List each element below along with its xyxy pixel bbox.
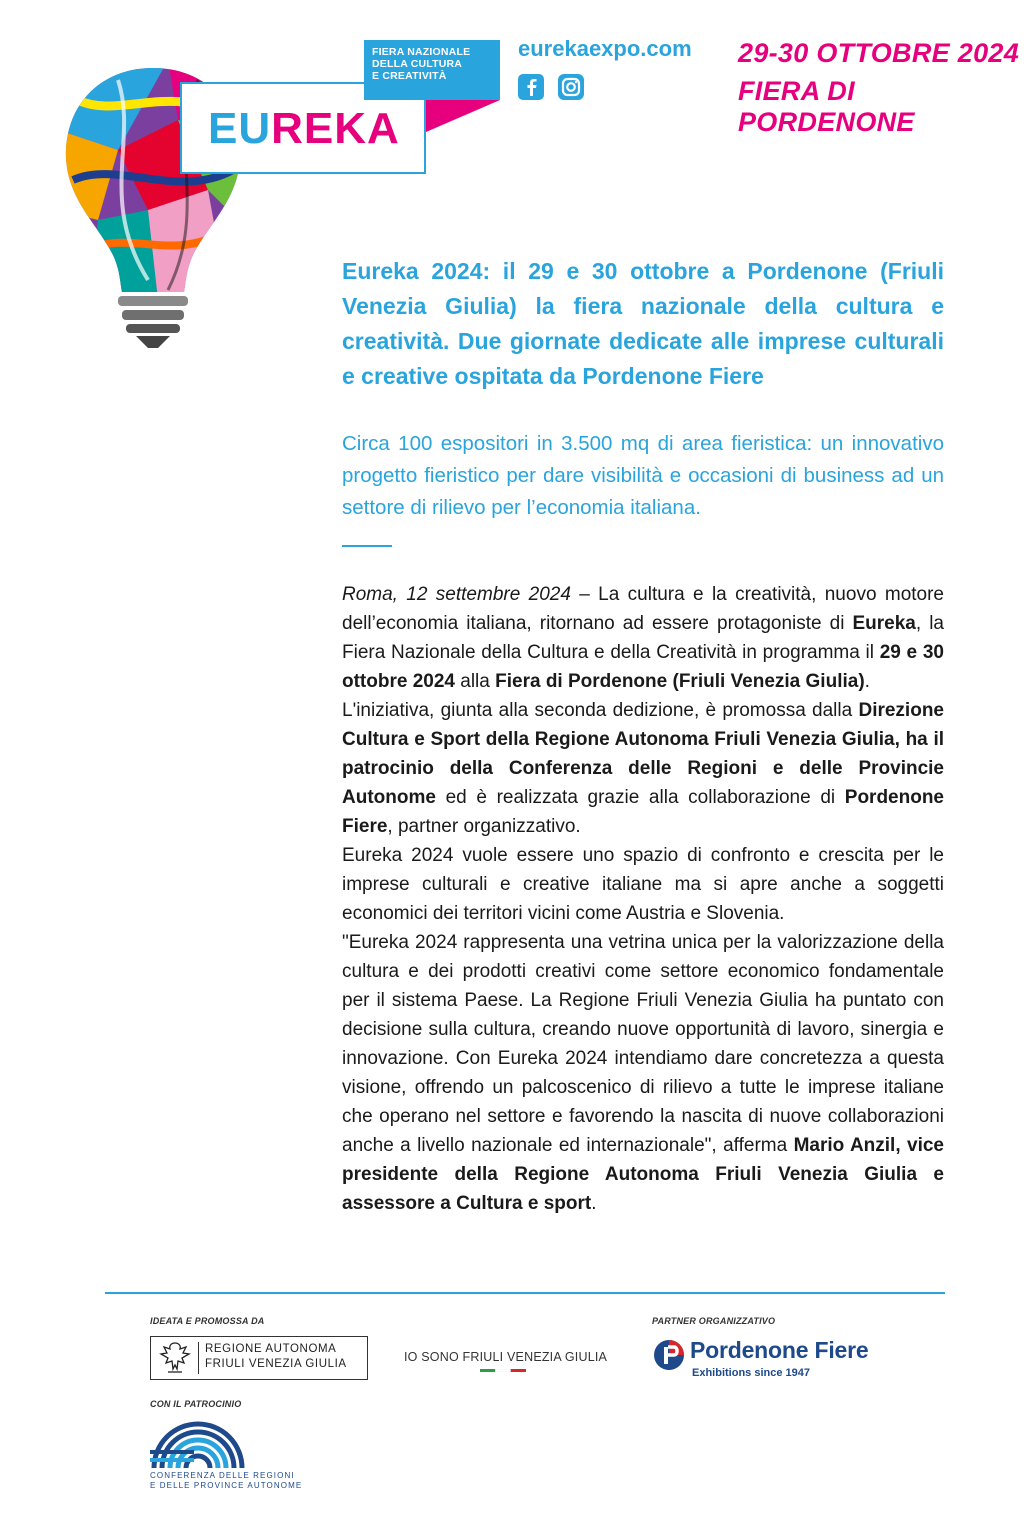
text-run: ed è realizzata grazie alla collaborazione di [435, 787, 845, 808]
text-run: L'iniziativa, giunta alla seconda dedizione, è promossa dalla [342, 700, 859, 721]
text-run: – La cultura e la creatività, nuovo motore dell’economia italiana, ritornano ad essere protagoniste di [342, 584, 944, 634]
text-run: alla [454, 671, 496, 692]
logo-tagline [364, 40, 500, 100]
paragraph [342, 696, 944, 841]
subheadline: Circa 100 espositori in 3.500 mq di area fieristica: un innovativo progetto fieristico per dare visibilità e occasioni di business ad un settore di rilievo per l’economia italiana. [342, 432, 944, 519]
patronage-label: CON IL PATROCINIO [150, 1399, 242, 1409]
logo-tag-line: E CREATIVITÀ [372, 70, 447, 82]
facebook-icon[interactable] [518, 74, 544, 100]
paragraph [342, 580, 944, 696]
partner-label: PARTNER ORGANIZZATIVO [652, 1316, 776, 1326]
logo-tag-line: DELLA CULTURA [372, 58, 463, 70]
footer-divider [105, 1292, 945, 1294]
pordenone-fiere-logo-icon [652, 1338, 688, 1372]
regione-name-line: FRIULI VENEZIA GIULIA [205, 1358, 347, 1370]
italian-flag-icon [480, 1369, 526, 1372]
logo-wordmark-part: EU [208, 104, 272, 153]
promoter-label: IDEATA E PROMOSSA DA [150, 1316, 265, 1326]
headline: Eureka 2024: il 29 e 30 ottobre a Pordenone (Friuli Venezia Giulia) la fiera nazionale della cultura e creatività. Due giornate dedicate alle imprese culturali e creative ospitata da Pordenone Fiere [342, 258, 944, 389]
regione-name-line: REGIONE AUTONOMA [205, 1343, 337, 1355]
text-run-bold: Direzione Cultura e Sport della Regione Autonoma Friuli Venezia Giulia, ha il patrocinio della Conferenza delle Regioni e delle Provincie Autonome [342, 700, 944, 808]
article-body [342, 580, 944, 1218]
text-run: , la Fiera Nazionale della Cultura e della Creatività in programma il [342, 613, 944, 663]
paragraph: Eureka 2024 vuole essere uno spazio di confronto e crescita per le imprese culturali e creative italiane ma si apre anche a soggetti economici dei territori vicini come Austria e Slovenia. [342, 845, 944, 924]
conferenza-name-line: E DELLE PROVINCE AUTONOME [150, 1481, 303, 1490]
logo-tag-line: FIERA NAZIONALE [372, 46, 471, 58]
conferenza-logo-icon [150, 1420, 246, 1470]
pordenone-fiere-name: Pordenone Fiere [690, 1337, 869, 1363]
pordenone-fiere-tagline: Exhibitions since 1947 [692, 1367, 810, 1379]
logo-wordmark-part: REKA [271, 104, 400, 153]
logo-wordmark [208, 104, 400, 154]
dateline: Roma, 12 settembre 2024 [342, 584, 571, 605]
text-run-bold: 29 e 30 ottobre 2024 [342, 642, 944, 692]
eagle-icon [158, 1339, 192, 1377]
text-run: "Eureka 2024 rappresenta una vetrina unica per la valorizzazione della cultura e dei prodotti creativi come settore economico fondamentale per il sistema Paese. La Regione Friuli Venezia Giulia ha puntato con decisione sulla cultura, creando nuove opportunità di lavoro, sinergia e innovazione. Con Eureka 2024 intendiamo dare concretezza a questa visione, offrendo un palcoscenico di rilievo a tutte le imprese italiane che operano nel settore e favorendo la nascita di nuove collaborazioni anche a livello nazionale ed internazionale", afferma [342, 932, 944, 1156]
separator-line [342, 545, 392, 547]
text-run-bold: Mario Anzil, vice presidente della Regione Autonoma Friuli Venezia Giulia e assessore a Cultura e sport [342, 1135, 945, 1214]
text-run-bold: Fiera di Pordenone (Friuli Venezia Giulia) [495, 671, 865, 692]
social-icons [518, 74, 588, 100]
conferenza-name-line: CONFERENZA DELLE REGIONI [150, 1471, 295, 1480]
paragraph [342, 928, 944, 1218]
fvg-brand-text: IO SONO FRIULI VENEZIA GIULIA [404, 1350, 608, 1364]
event-venue: FIERA DI PORDENONE [738, 76, 915, 137]
instagram-icon[interactable] [558, 74, 584, 100]
text-run: , partner organizzativo. [387, 816, 581, 837]
text-run: . [591, 1193, 597, 1214]
regione-logo-divider [198, 1342, 199, 1374]
text-run-bold: Pordenone Fiere [342, 787, 944, 837]
event-dates: 29-30 OTTOBRE 2024 [738, 38, 1020, 68]
logo-wedge-icon [426, 100, 500, 132]
text-run-bold: Eureka [852, 613, 916, 634]
website-link[interactable]: eurekaexpo.com [518, 36, 692, 61]
text-run: . [864, 671, 870, 692]
